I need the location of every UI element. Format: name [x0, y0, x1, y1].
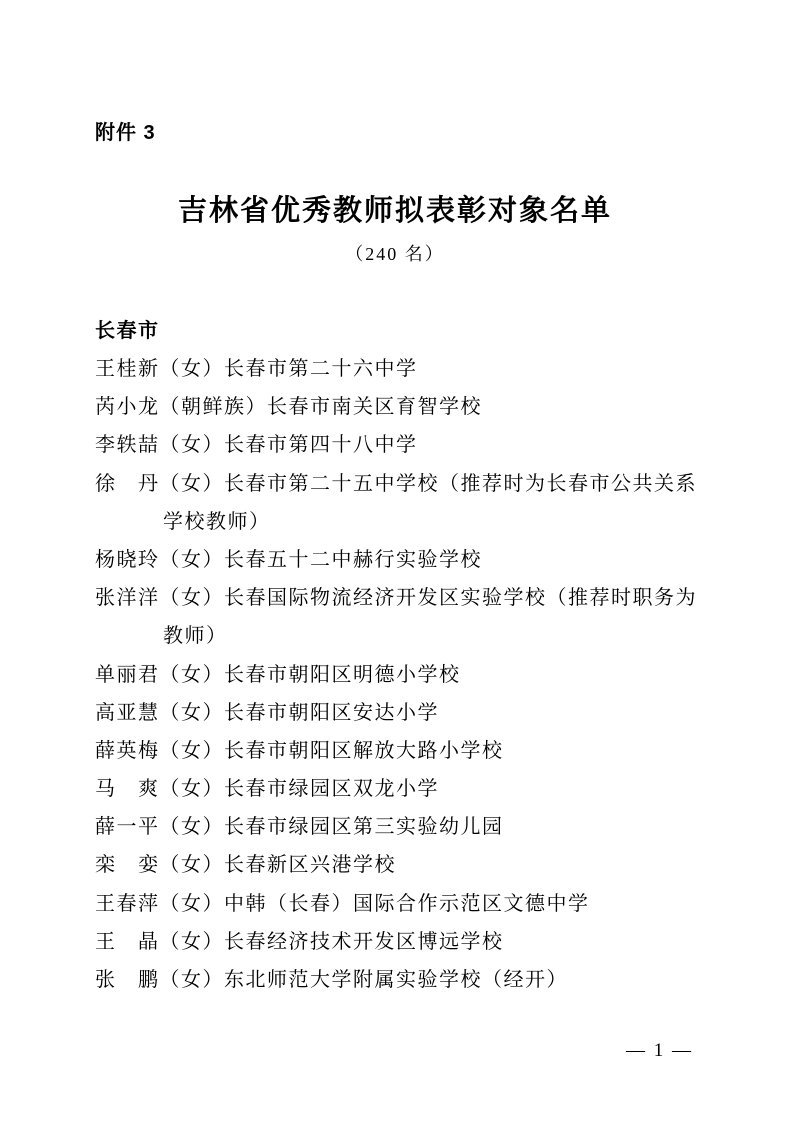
teacher-entry-text: 李轶喆（女）长春市第四十八中学 — [95, 434, 418, 457]
count-subtitle: （240 名） — [345, 244, 445, 264]
teacher-entry-text: 徐 丹（女）长春市第二十五中学校（推荐时为长春市公共关系 — [95, 472, 697, 495]
list-item — [95, 732, 715, 770]
teacher-entry-text: 单丽君（女）长春市朝阳区明德小学校 — [95, 663, 461, 686]
list-item — [95, 426, 715, 464]
page-number: — 1 — — [626, 1040, 693, 1061]
teacher-entry-text: 王桂新（女）长春市第二十六中学 — [95, 358, 418, 380]
teacher-entry-text: 栾 娈（女）长春新区兴港学校 — [95, 854, 396, 877]
teacher-entry-text: 马 爽（女）长春市绿园区双龙小学 — [95, 778, 439, 801]
section-heading-changchun: 长春市 — [95, 320, 160, 342]
list-item — [95, 541, 715, 579]
list-item — [95, 388, 715, 426]
teacher-entry-text: 薛一平（女）长春市绿园区第三实验幼儿园 — [95, 816, 504, 839]
teacher-entry-text: 王 晶（女）长春经济技术开发区博远学校 — [95, 930, 504, 953]
list-item — [95, 923, 715, 961]
list-item — [95, 579, 715, 655]
list-item — [95, 885, 715, 923]
teacher-entry-text: 张洋洋（女）长春国际物流经济开发区实验学校（推荐时职务为 — [95, 587, 697, 610]
list-item — [95, 656, 715, 694]
teacher-entry-text: 薛英梅（女）长春市朝阳区解放大路小学校 — [95, 739, 504, 762]
list-item — [95, 465, 715, 541]
list-item — [95, 808, 715, 846]
list-item — [95, 770, 715, 808]
teacher-entry-text: 杨晓玲（女）长春五十二中赫行实验学校 — [95, 548, 482, 571]
list-item — [95, 350, 715, 388]
teacher-entry-text: 张 鹏（女）东北师范大学附属实验学校（经开） — [95, 969, 568, 991]
teacher-list — [95, 350, 715, 999]
list-item — [95, 961, 715, 999]
document-title: 吉林省优秀教师拟表彰对象名单 — [177, 195, 612, 227]
teacher-entry-text-continuation: 学校教师） — [163, 510, 271, 533]
attachment-label: 附件 3 — [95, 122, 156, 144]
list-item — [95, 694, 715, 732]
teacher-entry-text: 芮小龙（朝鲜族）长春市南关区育智学校 — [95, 396, 482, 419]
teacher-entry-text: 高亚慧（女）长春市朝阳区安达小学 — [95, 701, 439, 724]
teacher-entry-text: 王春萍（女）中韩（长春）国际合作示范区文德中学 — [95, 892, 590, 915]
teacher-entry-text-continuation: 教师） — [163, 625, 228, 648]
list-item — [95, 846, 715, 884]
